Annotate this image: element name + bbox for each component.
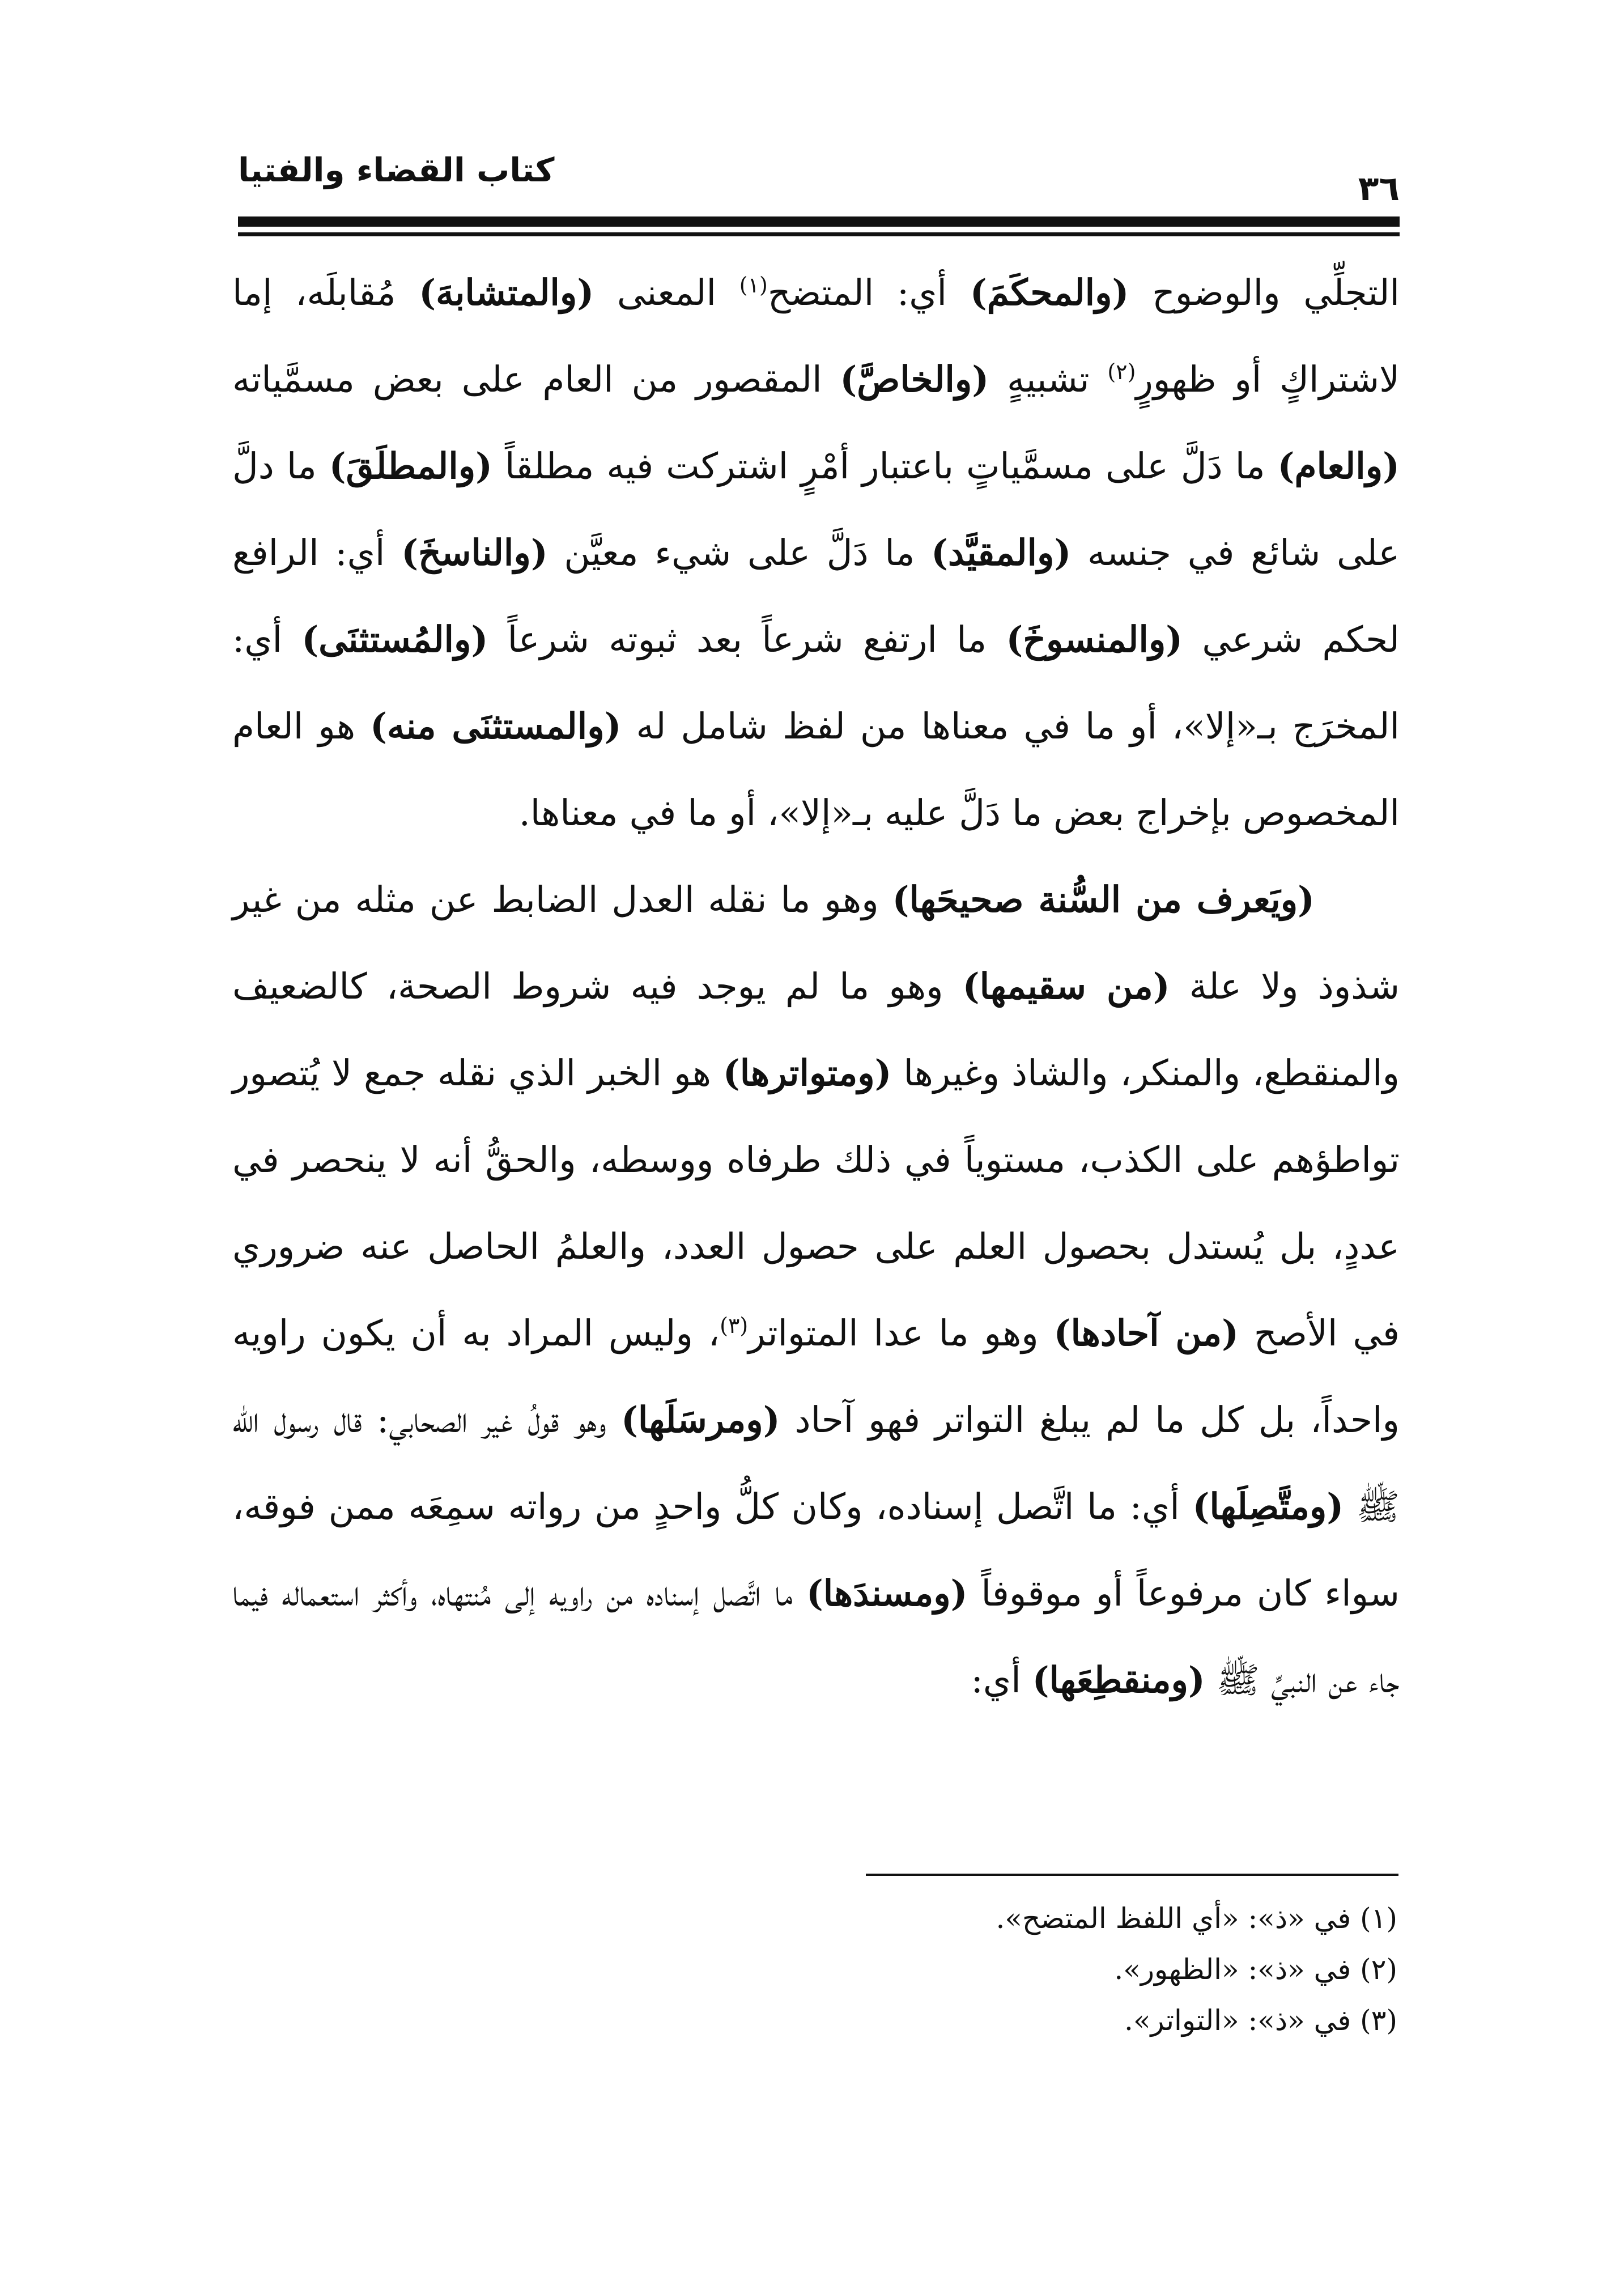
term-amm: (والعام): [1277, 445, 1400, 487]
header-rule-thin: [238, 232, 1400, 236]
term-ahad: (من آحادها): [1053, 1312, 1239, 1354]
text-span: وهو ما لم يوجد فيه شروط الصحة، كالضعيف والمنقطع، والمنكر، والشاذ وغيرها: [232, 966, 1400, 1094]
text-span: هو الخبر الذي نقله جمع لا يُتصور تواطؤهم على الكذب، مستوياً في ذلك طرفاه ووسطه، والحقُّ أنه لا ينحصر في عددٍ، بل يُستدل بحصول العلم على حصول العدد، والعلمُ الحاصل عنه ضروري في الأصح: [232, 1052, 1400, 1354]
text-span: أي:: [971, 1659, 1032, 1701]
footnote-1: (١) في «ذ»: «أي اللفظ المتضح».: [996, 1902, 1397, 1935]
text-span: أي: المخرَج بـ«إلا»، أو ما في معناها من لفظ شامل له: [232, 619, 1400, 747]
paragraph-sunnah: [232, 856, 1400, 1723]
text-span: مُقابلَه، إما لاشتراكٍ أو ظهورٍ: [232, 272, 1400, 400]
term-mustathna: (والمُستثنَى): [301, 618, 488, 660]
term-mutashabih: (والمتشابهَ): [419, 271, 594, 313]
text-span: ما اتَّصل إسناده من راويه إلى مُنتهاه، وأكثر استعماله فيما جاء عن النبيِّ ﷺ: [232, 1573, 1400, 1701]
term-mustathna-minhu: (والمستثنَى منه): [370, 705, 622, 747]
main-text: [232, 249, 1400, 1723]
text-span: أي: ما اتَّصل إسناده، وكان كلُّ واحدٍ من رواته سمِعَه ممن فوقه، سواء كان مرفوعاً أو موقوفاً: [232, 1486, 1400, 1614]
term-muttasil: (ومتَّصِلَها): [1192, 1485, 1344, 1527]
term-muhkam: (والمحكَمَ): [970, 271, 1129, 313]
text-span: وهو ما عدا المتواتر: [748, 1313, 1054, 1354]
text-span: المقصور من العام على بعض مسمَّياته: [232, 359, 840, 400]
footnotes: [793, 1893, 1397, 2046]
term-mansukh: (والمنسوخَ): [1006, 618, 1183, 660]
text-span: ، وليس المراد به أن يكون راويه واحداً، بل كل ما لم يبلغ التواتر فهو آحاد: [232, 1313, 1400, 1441]
book-title: كتاب القضاء والفتيا: [238, 151, 555, 189]
text-span: ما دلَّ على شائع في جنسه: [232, 445, 1400, 574]
text-span: أي: المتضح: [767, 272, 970, 313]
term-mutlaq: (والمطلَقَ): [329, 445, 492, 487]
text-span: التجلِّي والوضوح: [1129, 272, 1400, 313]
paragraph-definitions: [232, 249, 1400, 856]
text-span: ما ارتفع شرعاً بعد ثبوته شرعاً: [488, 619, 1006, 660]
text-span: تشبيهٍ: [989, 359, 1108, 400]
text-span: وهو قولُ غير الصحابي: قال رسول الله ﷺ: [232, 1399, 1400, 1527]
footnote-ref-3: (٣): [720, 1313, 749, 1338]
term-muqayyad: (والمقيَّد): [931, 532, 1072, 574]
footnote-ref-1: (١): [739, 273, 768, 298]
running-header: [238, 145, 1400, 207]
page-number: ٣٦: [1358, 169, 1400, 209]
term-mursal: (ومرسَلَها): [621, 1399, 780, 1441]
text-span: وهو ما نقله العدل الضابط عن مثله من غير شذوذ ولا علة: [232, 879, 1400, 1007]
text-span: هو العام المخصوص بإخراج بعض ما دَلَّ عليه بـ«إلا»، أو ما في معناها.: [232, 706, 1400, 834]
footnote-separator: [866, 1874, 1398, 1876]
term-sahih: (ويَعرف من السُّنة صحيحَها): [892, 878, 1315, 920]
header-rule-thick: [238, 216, 1400, 227]
footnote-ref-2: (٢): [1107, 359, 1136, 384]
term-munqati: (ومنقطِعَها): [1032, 1659, 1205, 1701]
term-musnad: (ومسندَها): [806, 1572, 968, 1614]
term-saqim: (من سقيمها): [962, 965, 1170, 1007]
term-nasikh: (والناسخَ): [401, 532, 548, 574]
text-span: ما دَلَّ على شيء معيَّن: [547, 532, 932, 574]
text-span: أي: الرافع لحكم شرعي: [232, 532, 1400, 660]
text-span: المعنى: [594, 272, 739, 313]
footnote-2: (٢) في «ذ»: «الظهور».: [1114, 1953, 1397, 1986]
term-mutawatir: (ومتواترها): [722, 1052, 892, 1094]
footnote-3: (٣) في «ذ»: «التواتر».: [1124, 2004, 1397, 2037]
term-khass: (والخاصَّ): [840, 358, 989, 400]
text-span: ما دَلَّ على مسمَّياتٍ باعتبار أمْرٍ اشتركت فيه مطلقاً: [492, 445, 1278, 487]
